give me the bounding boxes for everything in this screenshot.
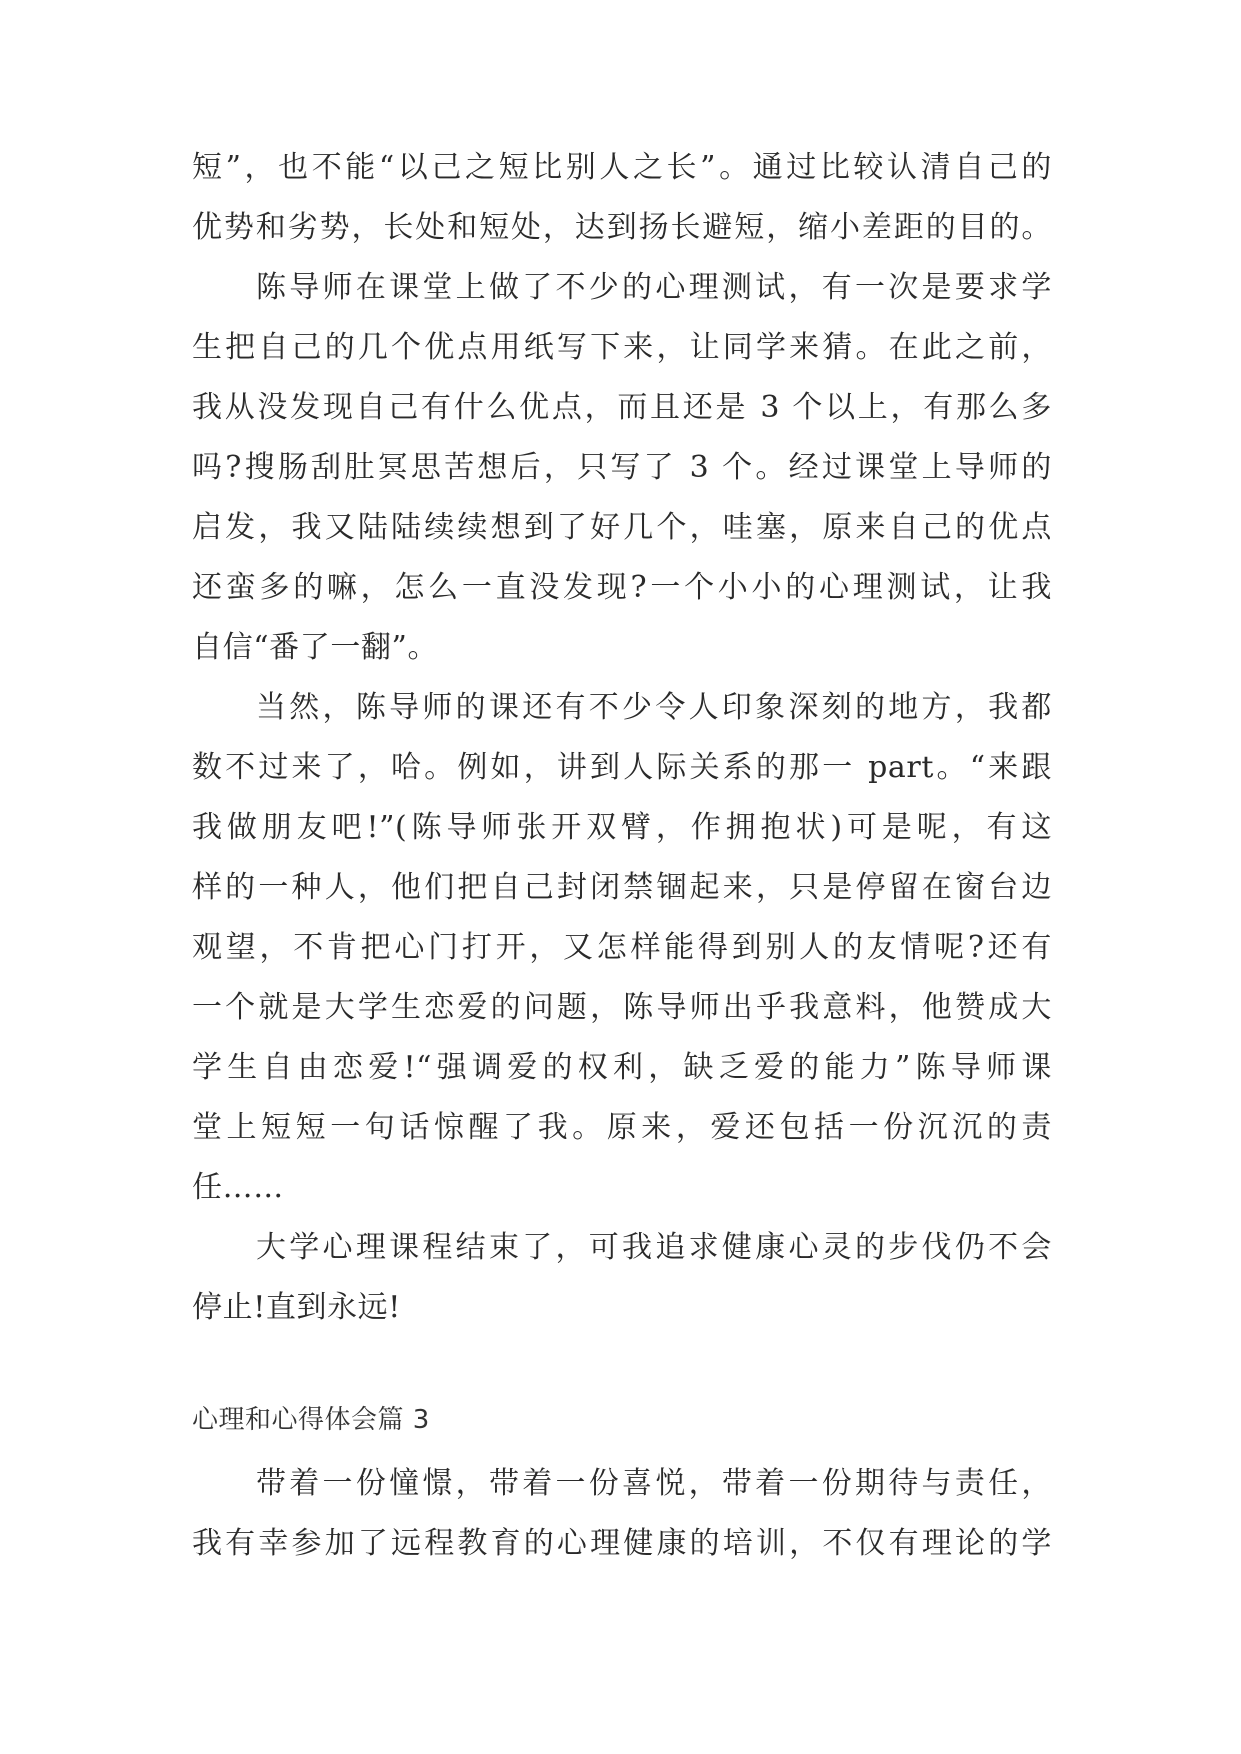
paragraph-first-line: 陈导师在课堂上做了不少的心理测试，有一次是要求学 bbox=[256, 270, 1052, 305]
paragraph-first-line: 当然，陈导师的课还有不少令人印象深刻的地方，我都 bbox=[256, 690, 1052, 725]
text-line: 我做朋友吧!”(陈导师张开双臂，作拥抱状)可是呢，有这 bbox=[192, 810, 1052, 845]
text-line: 优势和劣势，长处和短处，达到扬长避短，缩小差距的目的。 bbox=[192, 210, 1052, 245]
text-line: 堂上短短一句话惊醒了我。原来，爱还包括一份沉沉的责 bbox=[192, 1110, 1052, 1145]
text-line: 我从没发现自己有什么优点，而且还是 3 个以上，有那么多 bbox=[192, 390, 1052, 425]
text-line: 还蛮多的嘛，怎么一直没发现?一个小小的心理测试，让我 bbox=[192, 570, 1052, 605]
text-line: 吗?搜肠刮肚冥思苦想后，只写了 3 个。经过课堂上导师的 bbox=[192, 450, 1052, 485]
text-line: 任…… bbox=[192, 1170, 284, 1205]
paragraph-first-line: 带着一份憧憬，带着一份喜悦，带着一份期待与责任， bbox=[256, 1466, 1052, 1501]
section-heading: 心理和心得体会篇 3 bbox=[192, 1405, 430, 1435]
text-line: 学生自由恋爱!“强调爱的权利，缺乏爱的能力”陈导师课 bbox=[192, 1050, 1052, 1085]
text-line: 一个就是大学生恋爱的问题，陈导师出乎我意料，他赞成大 bbox=[192, 990, 1052, 1025]
text-line: 自信“番了一翻”。 bbox=[192, 630, 439, 665]
text-line: 样的一种人，他们把自己封闭禁锢起来，只是停留在窗台边 bbox=[192, 870, 1052, 905]
text-line: 停止!直到永远! bbox=[192, 1290, 401, 1325]
text-line: 短”，也不能“以己之短比别人之长”。通过比较认清自己的 bbox=[192, 150, 1052, 185]
text-line: 观望，不肯把心门打开，又怎样能得到别人的友情呢?还有 bbox=[192, 930, 1052, 965]
text-line: 生把自己的几个优点用纸写下来，让同学来猜。在此之前， bbox=[192, 330, 1052, 365]
text-line: 数不过来了，哈。例如，讲到人际关系的那一 part。“来跟 bbox=[192, 750, 1052, 785]
paragraph-first-line: 大学心理课程结束了，可我追求健康心灵的步伐仍不会 bbox=[256, 1230, 1052, 1265]
text-line: 启发，我又陆陆续续想到了好几个，哇塞，原来自己的优点 bbox=[192, 510, 1052, 545]
text-line: 我有幸参加了远程教育的心理健康的培训，不仅有理论的学 bbox=[192, 1526, 1052, 1561]
